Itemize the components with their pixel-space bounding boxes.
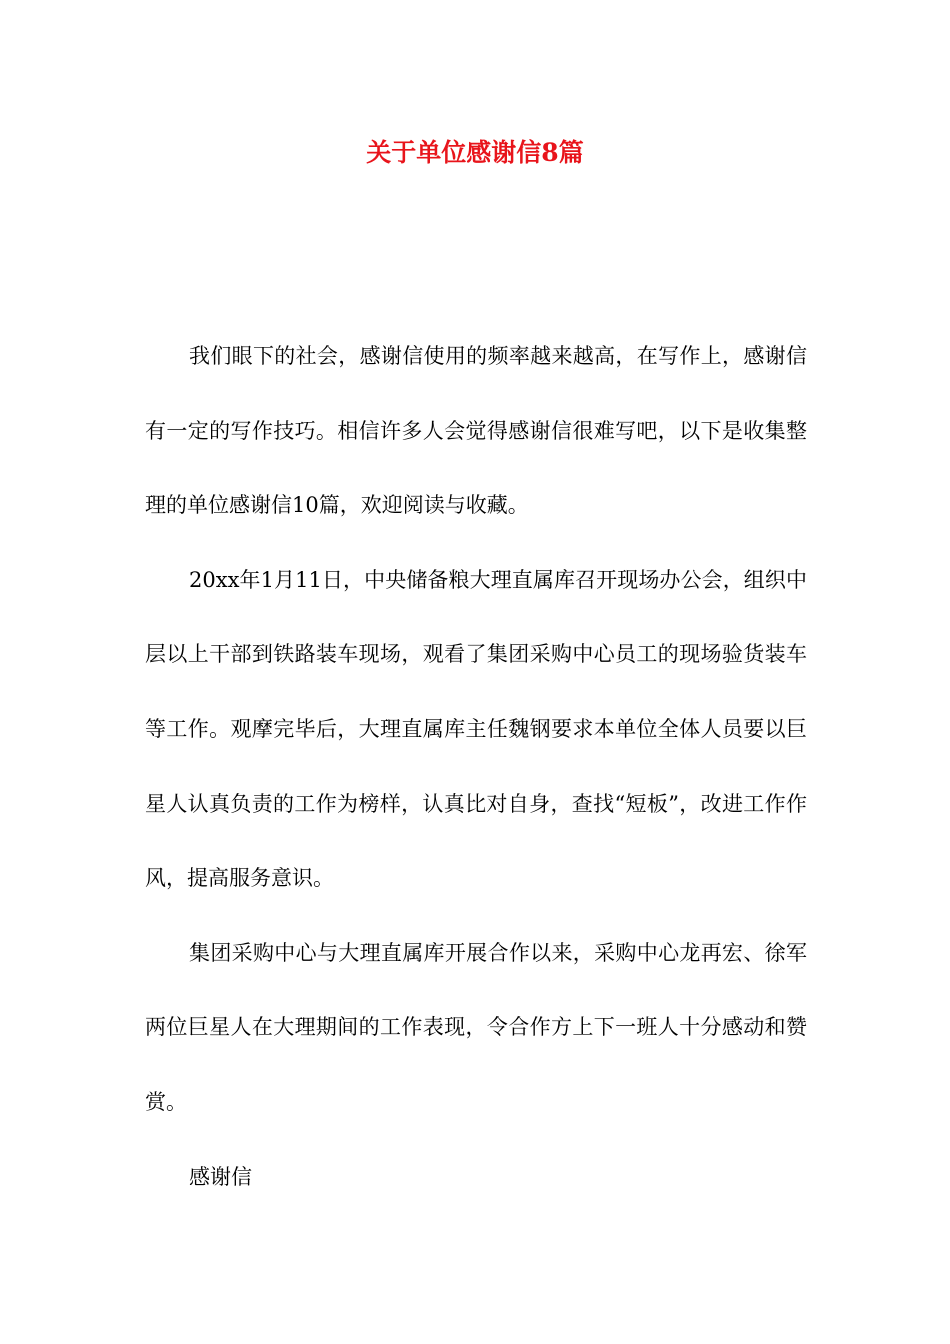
paragraph: 20xx年1月11日，中央储备粮大理直属库召开现场办公会，组织中层以上干部到铁路装车现场，观看了集团采购中心员工的现场验货装车等工作。观摩完毕后，大理直属库主任魏钢要求本单位全体人员要以巨星人认真负责的工作为榜样，认真比对自身，查找“短板”，改进工作作风，提高服务意识。 — [145, 567, 807, 891]
document-title: 关于单位感谢信8篇 — [366, 138, 584, 167]
document-body — [145, 319, 807, 1214]
paragraph: 感谢信 — [189, 1164, 252, 1189]
paragraph: 集团采购中心与大理直属库开展合作以来，采购中心龙再宏、徐军两位巨星人在大理期间的工作表现，令合作方上下一班人十分感动和赞赏。 — [145, 940, 807, 1114]
paragraph: 我们眼下的社会，感谢信使用的频率越来越高，在写作上，感谢信有一定的写作技巧。相信许多人会觉得感谢信很难写吧，以下是收集整理的单位感谢信10篇，欢迎阅读与收藏。 — [145, 344, 807, 518]
